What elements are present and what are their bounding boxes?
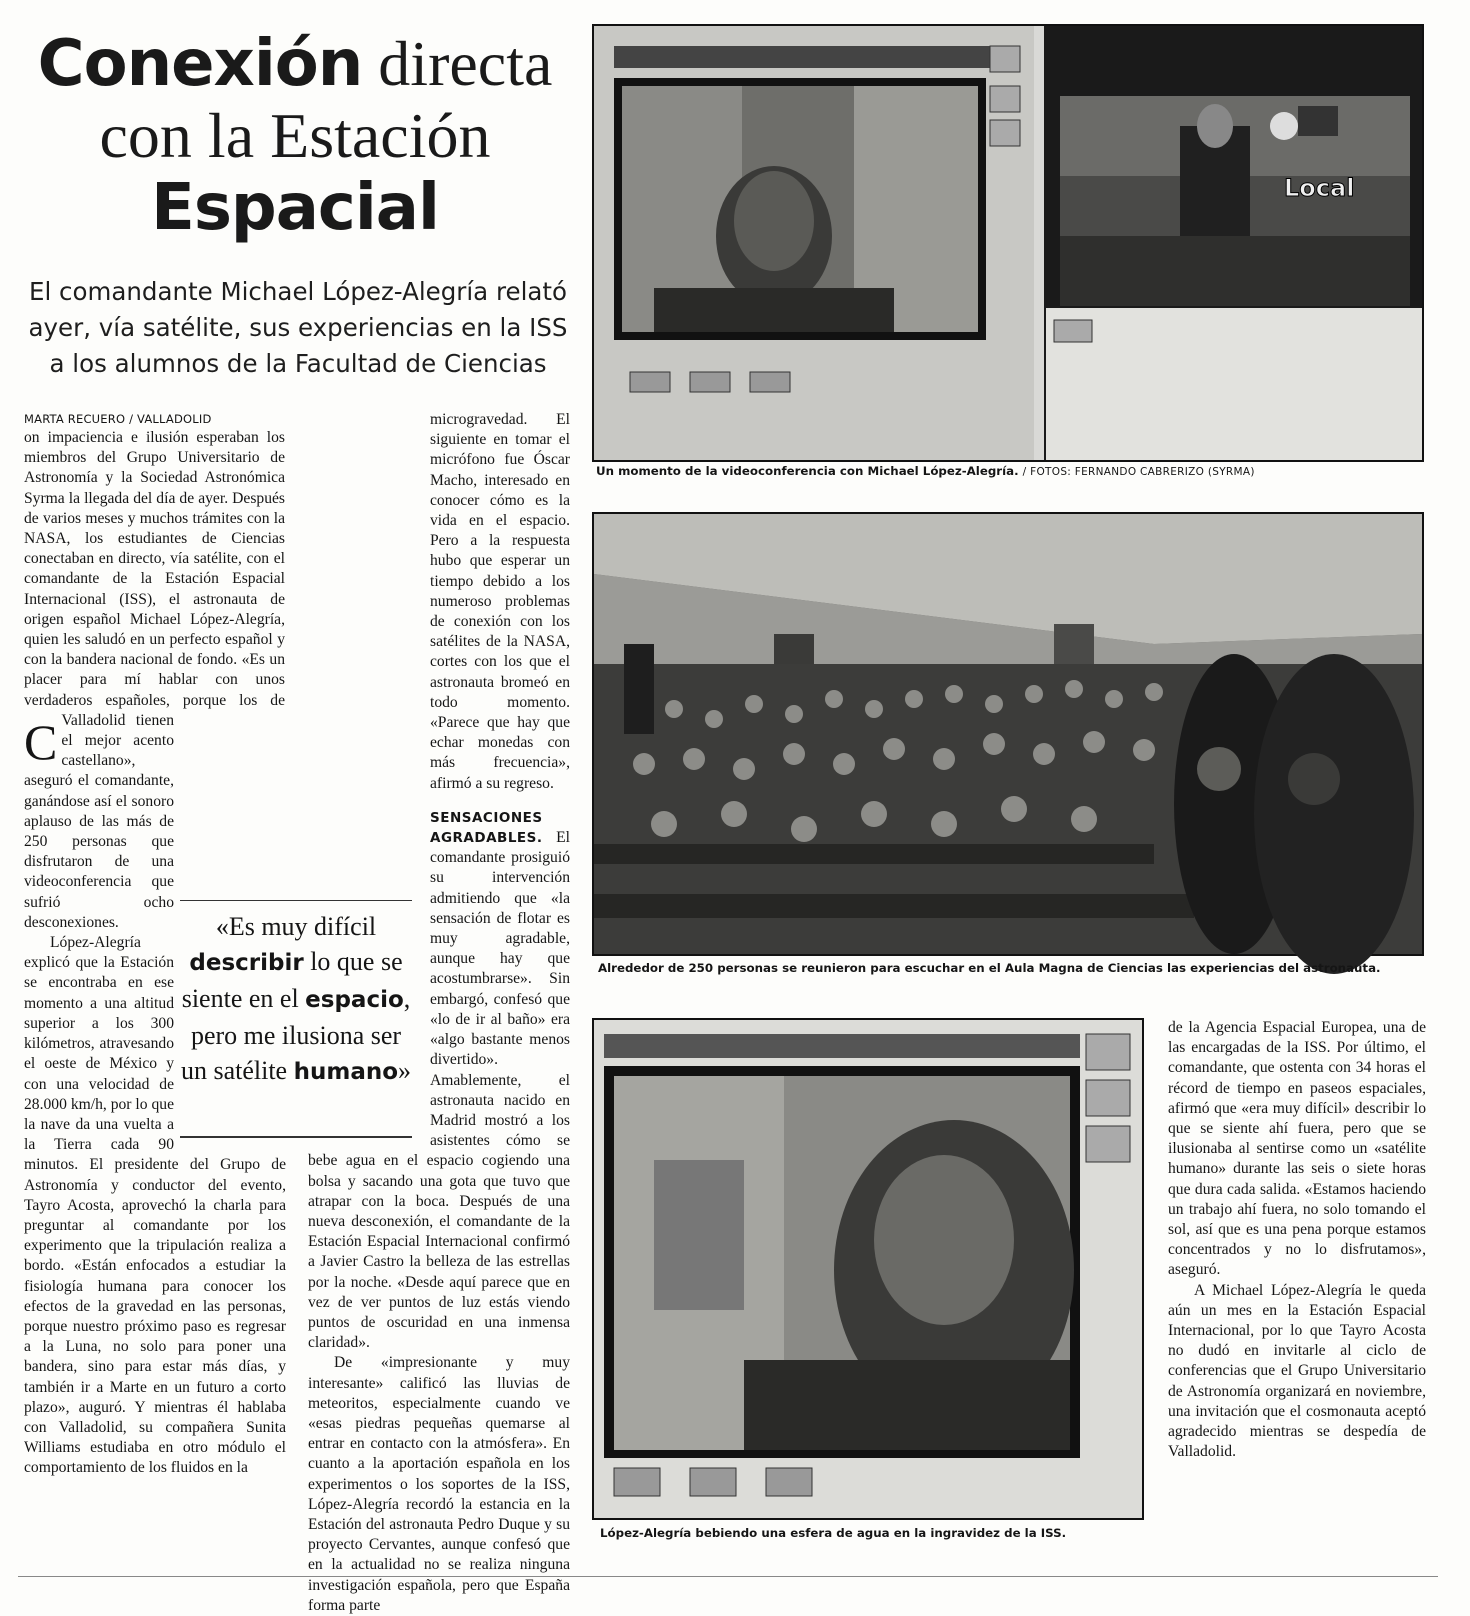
article-paragraph: microgravedad. El siguiente en tomar el micrófono fue Óscar Macho, interesado en conocer cómo es la vida en el espacio. Pero a la respuesta hubo que esperar un tiempo debido a los numeroso problemas de conexión con los satélites de la NASA, cortes con los que el astronauta bromeó en todo momento. «Parece que hay que echar monedas con más frecuencia», afirmó a su regreso. [430,411,570,792]
article-paragraph: De «impresionante y muy interesante» calificó las lluvias de meteoritos, especialmente cuando ve «esas piedras pequeñas quemarse al entrar en contacto con la atmósfera». En cuanto a la aportación española en los experimentos o los soportes de la ISS, López-Alegría recordó la estancia en la Estación del astronauta Pedro Duque y su proyecto Cervantes, aunque confesó que en la actualidad no se realiza ninguna investigación española, pero que España forma parte [308,1354,570,1614]
photo-credit: / FOTOS: FERNANDO CABRERIZO (SYRMA) [1022,466,1255,478]
photo-caption-middle: Alrededor de 250 personas se reunieron para escuchar en el Aula Magna de Ciencias las experiencias del astronauta. [598,961,1381,975]
dropcap: C [24,714,58,770]
headline [10,28,580,244]
section-subtitle: SENSACIONES AGRADABLES. [430,809,543,847]
astronaut-image [594,1020,1142,1518]
photo-auditorium [592,512,1424,956]
photo-videoconference [592,24,1424,462]
headline-serif-word: directa [378,28,553,99]
byline-author: MARTA RECUERO [24,412,126,426]
videoconference-image [594,26,1422,460]
photo-caption-bottom: López-Alegría bebiendo una esfera de agua en la ingravidez de la ISS. [600,1526,1067,1540]
byline [24,412,284,426]
auditorium-image [594,514,1422,954]
pull-quote-text: «Es muy difícil describir lo que se siente en el espacio, pero me ilusiona ser un satélite humano» [180,912,412,1085]
bottom-rule [18,1576,1438,1577]
article-paragraph: A Michael López-Alegría le queda aún un mes en la Estación Espacial Internacional, por lo que Tayro Acosta no dudó en invitarle al ciclo de conferencias que el Grupo Universitario de Astronomía organizará en noviembre, una invitación que el cosmonauta aceptó agradecido mientras se despedía de Valladolid. [1168,1281,1426,1461]
photo-caption-top: Un momento de la videoconferencia con Michael López-Alegría. / FOTOS: FERNANDO CABRERIZO (SYRMA) [596,464,1255,478]
subhead: El comandante Michael López-Alegría relató ayer, vía satélite, sus experiencias en la ISS a los alumnos de la Facultad de Ciencias [28,277,568,378]
headline-line-3: Espacial [151,171,439,245]
photo-astronaut [592,1018,1144,1520]
article-paragraph: C on impaciencia e ilusión esperaban los miembros del Grupo Universitario de Astronomía y la Sociedad Astronómica Syrma la llegada del día de ayer. Después de varios meses y muchos trámites con la NASA, los estudiantes de Ciencias conectaban en directo, vía satélite, con el comandante de la Estación Espacial Internacional (ISS), el astronauta de origen español Michael López-Alegría, quien les saludó en un perfecto español y con la bandera nacional de fondo. «Es un placer para mí hablar con unos verdaderos españoles, porque los de Valladolid tienen el mejor acento castellano», aseguró el comandante, ganándose así el sonoro aplauso de las más de 250 personas que disfrutaron de una videoconferencia que sufrió ocho desconexiones. [24,429,285,931]
byline-location: VALLADOLID [137,412,212,426]
byline-separator: / [129,412,138,426]
article-paragraph: SENSACIONES AGRADABLES. El comandante prosiguió su intervención admitiendo que «la sensación de flotar es muy agradable, aunque hay que acostumbrarse». Sin embargó, confesó que «lo de ir al baño» era «algo bastante menos divertido». Amablemente, el astronauta nacido en Madrid mostró a los asistentes cómo se bebe agua en el espacio cogiendo una bolsa y sacando una gota que tuvo que atrapar con la boca. Después de una nueva desconexión, el comandante de la Estación Espacial Internacional confirmó a Javier Castro la belleza de las estrellas por la noche. «Desde aquí parece que en vez de ver puntos de luz estás viendo puntos de oscuridad en una inmensa claridad». [308,809,570,1352]
headline-bold-word: Conexión [37,27,363,101]
headline-line-2: con la Estación [99,100,491,171]
headline-line-1 [10,28,580,100]
article-column-4 [1168,1018,1426,1563]
article-paragraph: de la Agencia Espacial Europea, una de las encargadas de la ISS. Por último, el comandante, que ostenta con 34 horas el récord de tiempo en paseos espaciales, afirmó que «era muy difícil» describir lo que se siente ahí fuera, pero que se ilusionaba al sentirse como un «satélite humano» durante las seis o siete horas que dura cada salida. «Estamos haciendo un trabajo ahí fuera, no solo tomando el sol, así que es una pena porque estamos concentrados y no lo disfrutamos», aseguró. [1168,1019,1426,1279]
article-paragraph: López-Alegría explicó que la Estación se encontraba en ese momento a una altitud superior a los 300 kilómetros, atravesando el oeste de México y con una velocidad de 28.000 km/h, por lo que la nave da una vuelta a la Tierra cada 90 minutos. El presidente del Grupo de Astronomía y conductor del evento, Tayro Acosta, aprovechó la charla para preguntar al comandante por los experimento que la tripulación realiza a bordo. «Están enfocados a estudiar la fisiología humana para conocer los efectos de la gravedad en las personas, porque nuestro próximo paso es regresar a la Luna, no solo para poner una bandera, sino para estar más días, y también ir a Marte en un futuro a corto plazo», auguró. Y mientras él hablaba con Valladolid, su compañera Sunita Williams estudiaba en otro módulo el comportamiento de los fluidos en la [24,934,286,1477]
pull-quote [180,900,412,1138]
local-label: Local [1284,174,1355,202]
